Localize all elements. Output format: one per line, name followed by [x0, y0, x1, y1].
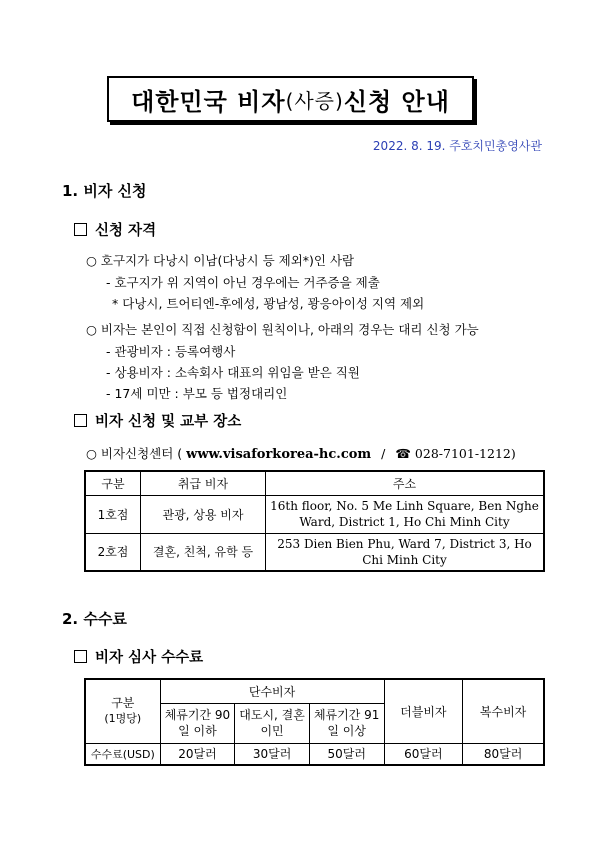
- fee-row: [85, 743, 544, 765]
- title-paren: (사증): [285, 88, 344, 113]
- eligibility-item: ○ 호구지가 다낭시 이남(다낭시 등 제외*)인 사람: [86, 253, 355, 268]
- sub2-label: 비자 신청 및 교부 장소: [95, 414, 242, 430]
- visa-center-line: [86, 444, 516, 462]
- branch-name: 1호점: [85, 495, 141, 533]
- table-header-row: [85, 471, 544, 495]
- eligibility-item: - 관광비자 : 등록여행사: [106, 344, 236, 359]
- fee-row-label: 수수료(USD): [85, 743, 160, 765]
- section2-sub1: [74, 646, 203, 667]
- eligibility-item: ○ 비자는 본인이 직접 신청함이 원칙이나, 아래의 경우는 대리 신청 가능: [86, 322, 479, 337]
- branch-address: 16th floor, No. 5 Me Linh Square, Ben Nghe Ward, District 1, Ho Chi Minh City: [266, 495, 545, 533]
- fee-th-category: [85, 679, 160, 743]
- title-main-a: 대한민국 비자: [131, 87, 286, 116]
- th-visa-type: 취급 비자: [141, 471, 266, 495]
- fee-th-category-sub: (1명당): [104, 712, 142, 726]
- fee-value: 20달러: [160, 743, 235, 765]
- eligibility-item: - 호구지가 위 지역이 아닌 경우에는 거주증을 제출: [106, 275, 380, 290]
- fee-th-category-label: 구분: [111, 696, 135, 711]
- center-phone: 028-7101-1212): [414, 446, 516, 461]
- checkbox-square-icon: [74, 223, 87, 236]
- eligibility-item: * 다낭시, 트어티엔-후에성, 꽝남성, 꽝응아이성 지역 제외: [112, 296, 425, 311]
- fee-value: 60달러: [384, 743, 463, 765]
- branch-visa: 결혼, 친척, 유학 등: [141, 533, 266, 571]
- center-prefix: ○ 비자신청센터 (: [86, 446, 183, 461]
- fee-value: 80달러: [463, 743, 544, 765]
- eligibility-item: - 상용비자 : 소속회사 대표의 위임을 받은 직원: [106, 365, 360, 380]
- section1-sub2: [74, 410, 241, 431]
- fee-sub-label: 비자 심사 수수료: [95, 650, 204, 666]
- section2-heading: 2. 수수료: [62, 610, 127, 628]
- title-main-b: 신청 안내: [343, 87, 450, 116]
- fee-value: 50달러: [309, 743, 384, 765]
- table-row: [85, 533, 544, 571]
- th-address: 주소: [266, 471, 545, 495]
- table-row: [85, 495, 544, 533]
- branch-address: 253 Dien Bien Phu, Ward 7, District 3, Ho Chi Minh City: [266, 533, 545, 571]
- phone-icon: ☎: [395, 446, 411, 461]
- fee-th-single-col: 체류기간 91일 이상: [309, 703, 384, 743]
- section1-sub1: [74, 219, 156, 240]
- fee-th-single-col: 대도시, 결혼이민: [235, 703, 310, 743]
- fee-value: 30달러: [235, 743, 310, 765]
- branch-visa: 관광, 상용 비자: [141, 495, 266, 533]
- fee-th-single: 단수비자: [160, 679, 384, 703]
- branch-name: 2호점: [85, 533, 141, 571]
- page-title: [107, 76, 474, 122]
- center-sep: /: [381, 446, 386, 461]
- eligibility-item: - 17세 미만 : 부모 등 법정대리인: [106, 386, 288, 401]
- checkbox-square-icon: [74, 414, 87, 427]
- fee-th-double: 더블비자: [384, 679, 463, 743]
- fee-th-multiple: 복수비자: [463, 679, 544, 743]
- fee-th-single-col: 체류기간 90일 이하: [160, 703, 235, 743]
- sub1-label: 신청 자격: [95, 223, 157, 239]
- section1-heading: 1. 비자 신청: [62, 182, 147, 200]
- fee-table: [84, 678, 545, 766]
- date-line: 2022. 8. 19. 주호치민총영사관: [372, 139, 542, 153]
- fee-header-row: [85, 679, 544, 703]
- center-url-link[interactable]: www.visaforkorea-hc.com: [186, 447, 372, 462]
- checkbox-square-icon: [74, 650, 87, 663]
- visa-center-table: [84, 470, 545, 572]
- th-category: 구분: [85, 471, 141, 495]
